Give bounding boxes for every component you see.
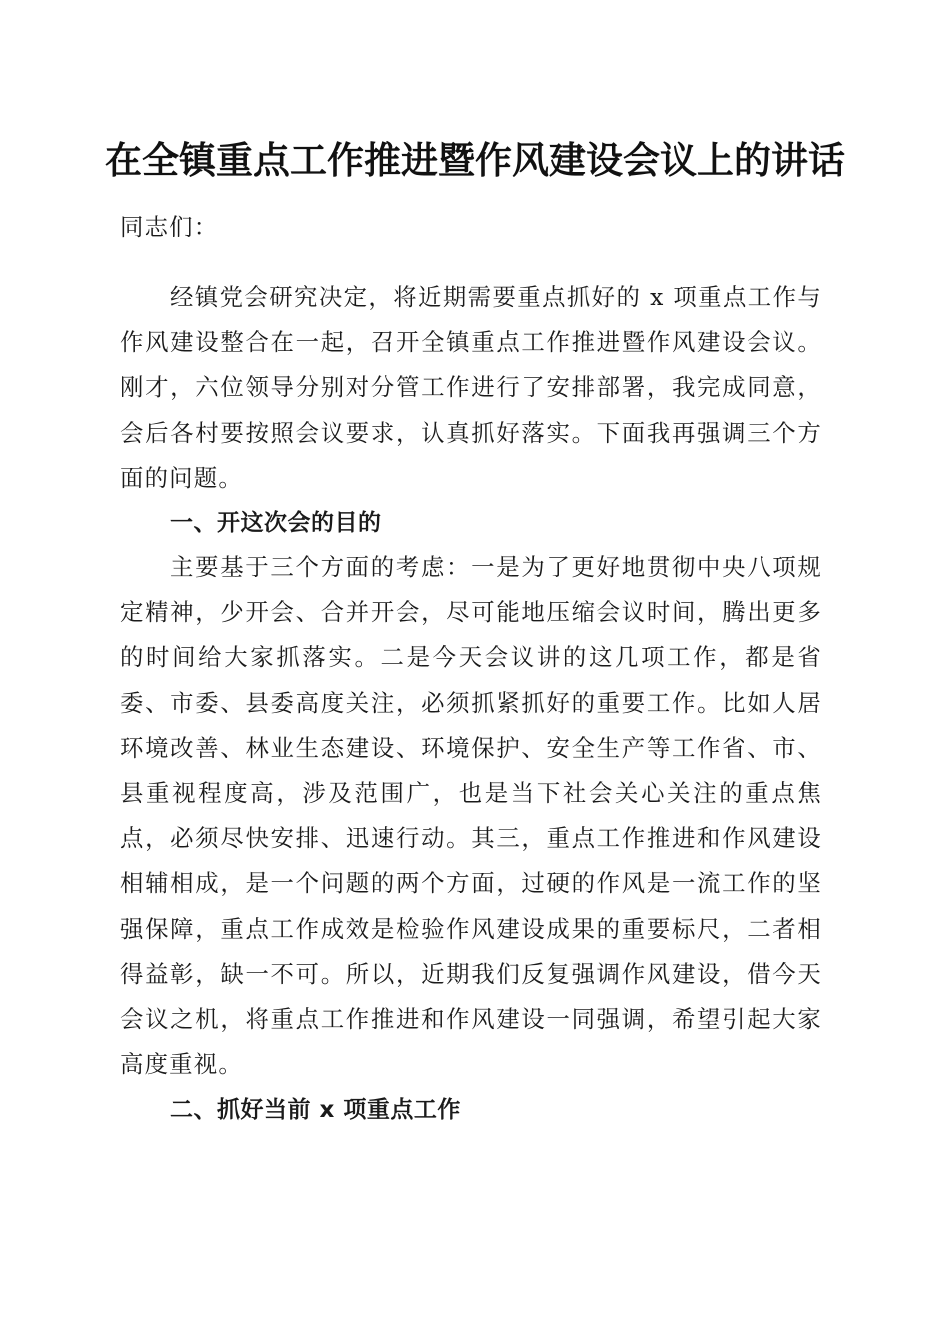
paragraph-purpose: 主要基于三个方面的考虑：一是为了更好地贯彻中央八项规定精神，少开会、合并开会，尽可能地压缩会议时间，腾出更多的时间给大家抓落实。二是今天会议讲的这几项工作，都是省委、市委、县委高度关注，必须抓紧抓好的重要工作。比如人居环境改善、林业生态建设、环境保护、安全生产等工作省、市、县重视程度高，涉及范围广，也是当下社会关心关注的重点焦点，必须尽快安排、迅速行动。其三，重点工作推进和作风建设相辅相成，是一个问题的两个方面，过硬的作风是一流工作的坚强保障，重点工作成效是检验作风建设成果的重要标尺，二者相得益彰，缺一不可。所以，近期我们反复强调作风建设，借今天会议之机，将重点工作推进和作风建设一同强调，希望引起大家高度重视。 [120, 553, 822, 1079]
greeting: 同志们： [120, 213, 219, 241]
document-title: 在全镇重点工作推进暨作风建设会议上的讲话 [105, 138, 845, 182]
paragraph-intro: 经镇党会研究决定，将近期需要重点抓好的 x 项重点工作与作风建设整合在一起，召开全镇重点工作推进暨作风建设会议。刚才，六位领导分别对分管工作进行了安排部署，我完成同意，会后各村要按照会议要求，认真抓好落实。下面我再强调三个方面的问题。 [120, 283, 822, 492]
section-heading-1: 一、开这次会的目的 [170, 510, 382, 536]
section-heading-2: 二、抓好当前 x 项重点工作 [170, 1097, 461, 1123]
